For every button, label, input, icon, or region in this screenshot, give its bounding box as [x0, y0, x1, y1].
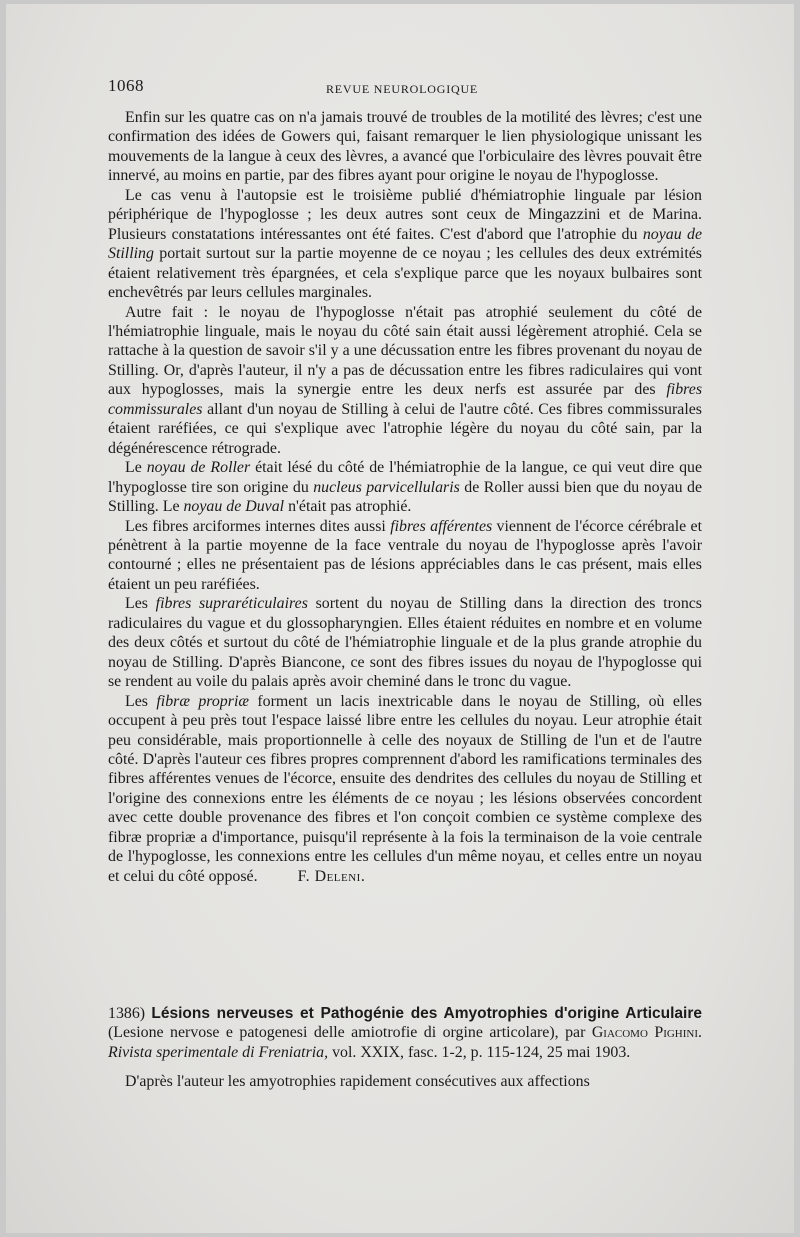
signature: F. Deleni.	[297, 867, 366, 885]
abstract-lead: D'après l'auteur les amyotrophies rapidement consécutives aux affections	[125, 1073, 590, 1091]
paragraph-4-text-a: Le	[125, 459, 147, 477]
emphasis-fibres-suprareticulaires: fibres supraréticulaires	[155, 595, 308, 613]
paragraph-2	[108, 186, 702, 303]
emphasis-noyau-duval: noyau de Duval	[183, 498, 285, 516]
paragraph-4-text-c: de Roller aussi bien que du noyau de Stilling. Le	[108, 478, 702, 516]
paragraph-4	[108, 458, 702, 516]
abstract-author: Giacomo Pighini.	[591, 1024, 702, 1042]
article-body	[108, 108, 702, 886]
page-number: 1068	[108, 76, 144, 95]
paragraph-7-text-a: Les	[125, 692, 157, 710]
paragraph-6-text-a: Les	[125, 595, 156, 613]
abstract-journal: Rivista sperimentale di Freniatria,	[108, 1043, 329, 1061]
paragraph-6-text-b: sortent du noyau de Stilling dans la direction des troncs radiculaires du vague et du glossopharyngien. Elles étaient réduites en nombre et en volume des deux côtés et surtout du côté de l'hémiatrophie linguale et de la plus grande atrophie du noyau de Stilling. D'après Biancone, ce sont des fibres issues du noyau de l'hypoglosse qui se rendent au voile du palais après avoir cheminé dans le tronc du vague.	[108, 595, 702, 691]
paragraph-3	[108, 303, 702, 459]
abstract-entry	[108, 1004, 702, 1092]
paragraph-4-text-d: n'était pas atrophié.	[284, 498, 412, 516]
paragraph-5-text-b: viennent de l'écorce cérébrale et pénètrent à la partie moyenne de la face ventrale du noyau de l'hypoglosse après l'avoir contourné ; elles ne présentaient pas de lésions appréciables dans le cas présent, mais elles étaient un peu raréfiées.	[108, 517, 703, 593]
emphasis-fibres-afferentes: fibres afférentes	[390, 517, 493, 535]
paragraph-7	[108, 692, 702, 887]
abstract-header	[108, 1004, 702, 1062]
emphasis-nucleus-parvicellularis: nucleus parvicellularis	[313, 478, 460, 496]
page-header	[108, 76, 708, 100]
abstract-number: 1386)	[108, 1005, 146, 1022]
paragraph-2-text-b: portait surtout sur la partie moyenne de ce noyau ; les cellules des deux extrémités étaient relativement très épargnées, et cela s'explique parce que les noyaux bulbaires sont enchevêtrés par leurs cellules marginales.	[108, 245, 702, 302]
paragraph-1	[108, 108, 702, 186]
paragraph-4-text-b: était lésé du côté de l'hémiatrophie de la langue, ce qui veut dire que l'hypoglosse tire son origine du	[108, 459, 703, 496]
emphasis-noyau-roller: noyau de Roller	[146, 459, 251, 477]
abstract-translation: (Lesione nervose e patogenesi delle amiotrofie di orgine articolare), par	[108, 1024, 592, 1042]
abstract-title: Lésions nerveuses et Pathogénie des Amyotrophies d'origine Articulaire	[151, 1005, 702, 1022]
abstract-citation: vol. XXIX, fasc. 1-2, p. 115-124, 25 mai 1903.	[328, 1043, 631, 1061]
emphasis-fibrae-propriae: fibræ propriæ	[156, 692, 249, 710]
paragraph-7-text-b: forment un lacis inextricable dans le noyau de Stilling, où elles occupent à peu près tout l'espace laissé libre entre les cellules du noyau. Leur atrophie était peu considérable, mais proportionnelle à celle des noyaux de Stilling de l'un et de l'autre côté. D'après l'auteur ces fibres propres comprennent d'abord les ramifications terminales des fibres afférentes venues de l'écorce, ensuite des dendrites des cellules du noyau de Stilling et l'origine des connexions entre les éléments de ce noyau ; les lésions observées concordent avec cette double provenance des fibres et l'on conçoit combien ce système complexe des fibræ propriæ a d'importance, puisqu'il représente à la fois la terminaison de la voie centrale de l'hypoglosse, les connexions entre les cellules d'un même noyau, et celles entre un noyau et celui du côté opposé.	[108, 692, 702, 885]
paragraph-5-text-a: Les fibres arciformes internes dites aussi	[125, 517, 391, 535]
emphasis-noyau-stilling: noyau de Stilling	[108, 225, 702, 263]
paragraph-3-text-b: allant d'un noyau de Stilling à celui de l'autre côté. Ces fibres commissurales étaient raréfiées, ce qui s'explique avec l'atrophie légère du noyau du côté sain, par la dégénérescence rétrograde.	[108, 400, 702, 457]
paragraph-6	[108, 594, 702, 691]
page	[6, 4, 794, 1233]
running-head: REVUE NEUROLOGIQUE	[326, 82, 479, 96]
paragraph-3-text-a: Autre fait : le noyau de l'hypoglosse n'était pas atrophié seulement du côté de l'hémiatrophie linguale, mais le noyau du côté sain était aussi légèrement atrophié. Cela se rattache à la question de savoir s'il y a une décussation entre les fibres provenant du noyau de Stilling. Or, d'après l'auteur, il n'y a pas de décussation entre les fibres radiculaires qui vont aux hypoglosses, mais la synergie entre les deux nerfs est assurée par des	[108, 303, 702, 399]
emphasis-fibres-commissurales: fibres commissurales	[108, 381, 702, 418]
paragraph-5	[108, 517, 702, 595]
paragraph-2-text-a: Le cas venu à l'autopsie est le troisième publié d'hémiatrophie linguale par lésion périphérique de l'hypoglosse ; les deux autres sont ceux de Mingazzini et de Marina. Plusieurs constatations intéressantes ont été faites. C'est d'abord que l'atrophie du	[108, 186, 702, 243]
paragraph-1-text: Enfin sur les quatre cas on n'a jamais trouvé de troubles de la motilité des lèvres; c'est une confirmation des idées de Gowers qui, faisant remarquer le lien physiologique unissant les mouvements de la langue à ceux des lèvres, a avancé que l'orbiculaire des lèvres pouvait être innervé, au moins en partie, par des fibres ayant pour origine le noyau de l'hypoglosse.	[108, 109, 702, 185]
